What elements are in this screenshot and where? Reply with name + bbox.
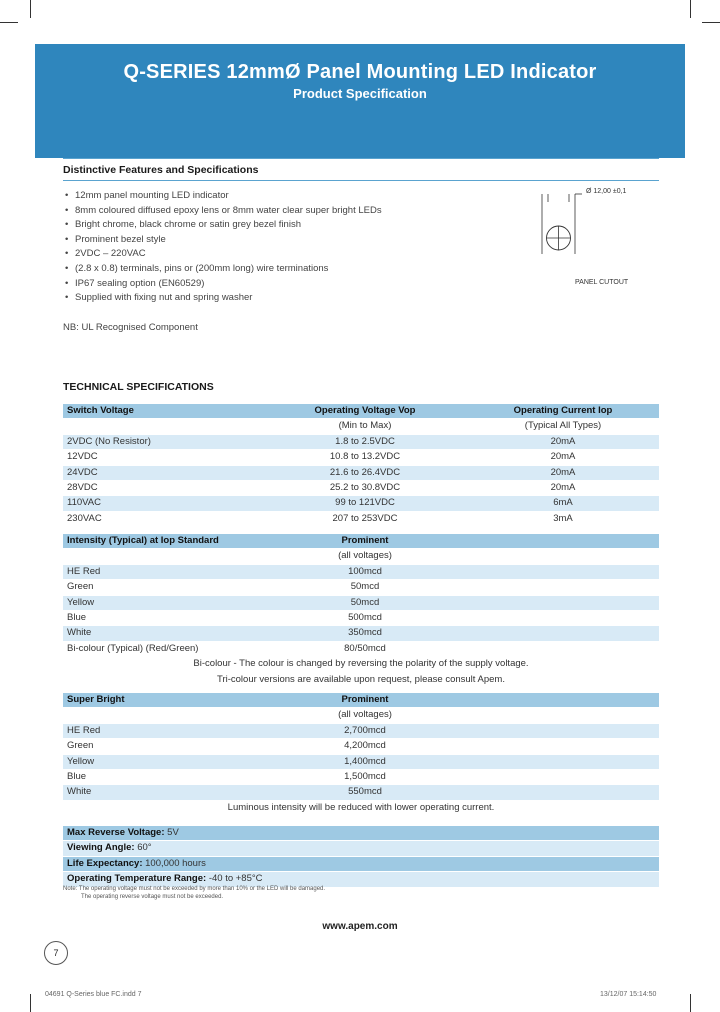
note-text: Bi-colour - The colour is changed by reversing the polarity of the supply voltage. [63, 657, 659, 672]
table-cell: 3mA [463, 511, 659, 526]
header-cell: Operating Voltage Vop [263, 404, 463, 419]
table-cell [463, 534, 659, 549]
note-text: Luminous intensity will be reduced with lower operating current. [63, 800, 659, 815]
table-cell: (all voltages) [263, 708, 463, 723]
table-cell [463, 595, 659, 610]
table-header [63, 404, 659, 419]
property-label: Max Reverse Voltage: [67, 827, 165, 838]
table-cell: (Typical All Types) [463, 419, 659, 434]
table-cell [63, 419, 263, 434]
website-link[interactable]: www.apem.com [322, 921, 398, 932]
table-cell: 1,500mcd [263, 770, 463, 785]
table-cell: 12VDC [63, 450, 263, 465]
footnotes [63, 885, 325, 901]
table-cell: Yellow [63, 754, 263, 769]
table-cell: Bi-colour (Typical) (Red/Green) [63, 641, 263, 656]
table-cell: 50mcd [263, 595, 463, 610]
list-item: • 2VDC – 220VAC [63, 247, 382, 262]
table-header [63, 534, 659, 549]
print-timestamp: 13/12/07 15:14:50 [600, 991, 657, 998]
table-cell: (Min to Max) [263, 419, 463, 434]
intensity-table [63, 534, 659, 688]
property-row [63, 826, 659, 841]
table-cell [463, 641, 659, 656]
table-subheader [63, 549, 659, 564]
header-cell: Switch Voltage [63, 404, 263, 419]
table-cell: 20mA [463, 465, 659, 480]
property-row [63, 841, 659, 856]
list-item: • (2.8 x 0.8) terminals, pins or (200mm long) wire terminations [63, 262, 382, 277]
table-cell: White [63, 626, 263, 641]
property-row [63, 857, 659, 872]
table-cell: 24VDC [63, 465, 263, 480]
table-row [63, 770, 659, 785]
table-cell: 550mcd [263, 785, 463, 800]
table-row [63, 595, 659, 610]
property-value: 100,000 hours [145, 857, 206, 869]
table-cell [463, 580, 659, 595]
list-item: • 8mm coloured diffused epoxy lens or 8mm water clear super bright LEDs [63, 204, 382, 219]
super-bright-table [63, 693, 659, 816]
table-cell [463, 708, 659, 723]
table-row [63, 511, 659, 526]
header-banner [35, 44, 685, 158]
section-divider [63, 158, 659, 159]
crop-mark [30, 0, 31, 18]
section-divider [63, 180, 659, 181]
table-cell: Yellow [63, 595, 263, 610]
table-cell [463, 564, 659, 579]
table-row [63, 450, 659, 465]
property-label: Viewing Angle: [67, 842, 135, 854]
table-cell [463, 693, 659, 708]
list-item: • IP67 sealing option (EN60529) [63, 277, 382, 292]
list-item: • Bright chrome, black chrome or satin grey bezel finish [63, 218, 382, 233]
features-heading: Distinctive Features and Specifications [63, 164, 259, 176]
property-value: 5V [167, 827, 179, 838]
header-cell: Super Bright [63, 693, 263, 708]
table-cell [463, 549, 659, 564]
table-cell: 99 to 121VDC [263, 496, 463, 511]
cutout-dimension: Ø 12,00 ±0,1 [586, 188, 627, 195]
crop-mark [690, 994, 691, 1012]
property-value: 60° [137, 842, 152, 854]
table-cell [463, 754, 659, 769]
table-row [63, 626, 659, 641]
table-cell: 50mcd [263, 580, 463, 595]
table-cell [463, 611, 659, 626]
table-cell: 230VAC [63, 511, 263, 526]
crop-mark [30, 994, 31, 1012]
crop-mark [690, 0, 691, 18]
table-row [63, 739, 659, 754]
crop-mark [0, 22, 18, 23]
table-cell: 100mcd [263, 564, 463, 579]
table-note [63, 657, 659, 672]
footnote-line: The operating reverse voltage must not be exceeded. [81, 894, 224, 900]
table-cell: 20mA [463, 434, 659, 449]
switch-voltage-table [63, 404, 659, 527]
table-cell: 110VAC [63, 496, 263, 511]
table-row [63, 785, 659, 800]
table-cell: (all voltages) [263, 549, 463, 564]
panel-cutout-diagram [530, 182, 670, 292]
header-cell: Intensity (Typical) at Iop Standard [63, 534, 263, 549]
table-cell: 28VDC [63, 481, 263, 496]
list-item: • 12mm panel mounting LED indicator [63, 189, 382, 204]
table-row [63, 496, 659, 511]
list-item: • Prominent bezel style [63, 233, 382, 248]
table-note [63, 800, 659, 815]
table-row [63, 611, 659, 626]
table-cell: 21.6 to 26.4VDC [263, 465, 463, 480]
table-cell: HE Red [63, 564, 263, 579]
tech-specs-title: TECHNICAL SPECIFICATIONS [63, 381, 214, 393]
table-cell: 20mA [463, 450, 659, 465]
table-cell: 6mA [463, 496, 659, 511]
header-cell: Operating Current Iop [463, 404, 659, 419]
table-header [63, 693, 659, 708]
table-cell [463, 723, 659, 738]
crop-mark [702, 22, 720, 23]
table-note [63, 672, 659, 687]
table-cell: 20mA [463, 481, 659, 496]
table-cell: Green [63, 739, 263, 754]
table-cell: 25.2 to 30.8VDC [263, 481, 463, 496]
table-cell: 1,400mcd [263, 754, 463, 769]
table-cell: 2,700mcd [263, 723, 463, 738]
table-row [63, 723, 659, 738]
list-item: • Supplied with fixing nut and spring washer [63, 291, 382, 306]
table-cell: 80/50mcd [263, 641, 463, 656]
property-value: -40 to +85°C [208, 873, 263, 885]
footnote-line: Note: The operating voltage must not be exceeded by more than 10% or the LED will be damaged. [63, 886, 326, 892]
table-cell: 1.8 to 2.5VDC [263, 434, 463, 449]
general-properties [63, 826, 659, 888]
table-cell: HE Red [63, 723, 263, 738]
print-slug: 04691 Q-Series blue FC.indd 7 [45, 991, 142, 998]
table-cell: Blue [63, 770, 263, 785]
table-cell [63, 708, 263, 723]
table-cell: 207 to 253VDC [263, 511, 463, 526]
table-row [63, 641, 659, 656]
table-row [63, 465, 659, 480]
page-subtitle: Product Specification [293, 86, 427, 101]
header-cell: Prominent [263, 693, 463, 708]
table-row [63, 580, 659, 595]
table-row [63, 481, 659, 496]
table-row [63, 754, 659, 769]
table-cell: 500mcd [263, 611, 463, 626]
table-cell: 10.8 to 13.2VDC [263, 450, 463, 465]
table-cell: Green [63, 580, 263, 595]
table-cell: White [63, 785, 263, 800]
table-row [63, 434, 659, 449]
table-cell [463, 626, 659, 641]
page-title: Q-SERIES 12mmØ Panel Mounting LED Indicator [123, 61, 597, 83]
property-label: Life Expectancy: [67, 857, 143, 869]
table-cell: 4,200mcd [263, 739, 463, 754]
cutout-label: PANEL CUTOUT [575, 279, 629, 286]
table-cell [463, 770, 659, 785]
table-cell: 350mcd [263, 626, 463, 641]
table-cell [463, 785, 659, 800]
table-cell [463, 739, 659, 754]
header-cell: Prominent [263, 534, 463, 549]
table-cell: Blue [63, 611, 263, 626]
page-number: 7 [44, 941, 68, 965]
table-cell [63, 549, 263, 564]
table-row [63, 564, 659, 579]
note-text: Tri-colour versions are available upon request, please consult Apem. [63, 672, 659, 687]
property-label: Operating Temperature Range: [67, 873, 207, 885]
table-subheader [63, 708, 659, 723]
table-subheader [63, 419, 659, 434]
features-list [63, 189, 382, 306]
table-cell: 2VDC (No Resistor) [63, 434, 263, 449]
ul-note: NB: UL Recognised Component [63, 322, 198, 333]
